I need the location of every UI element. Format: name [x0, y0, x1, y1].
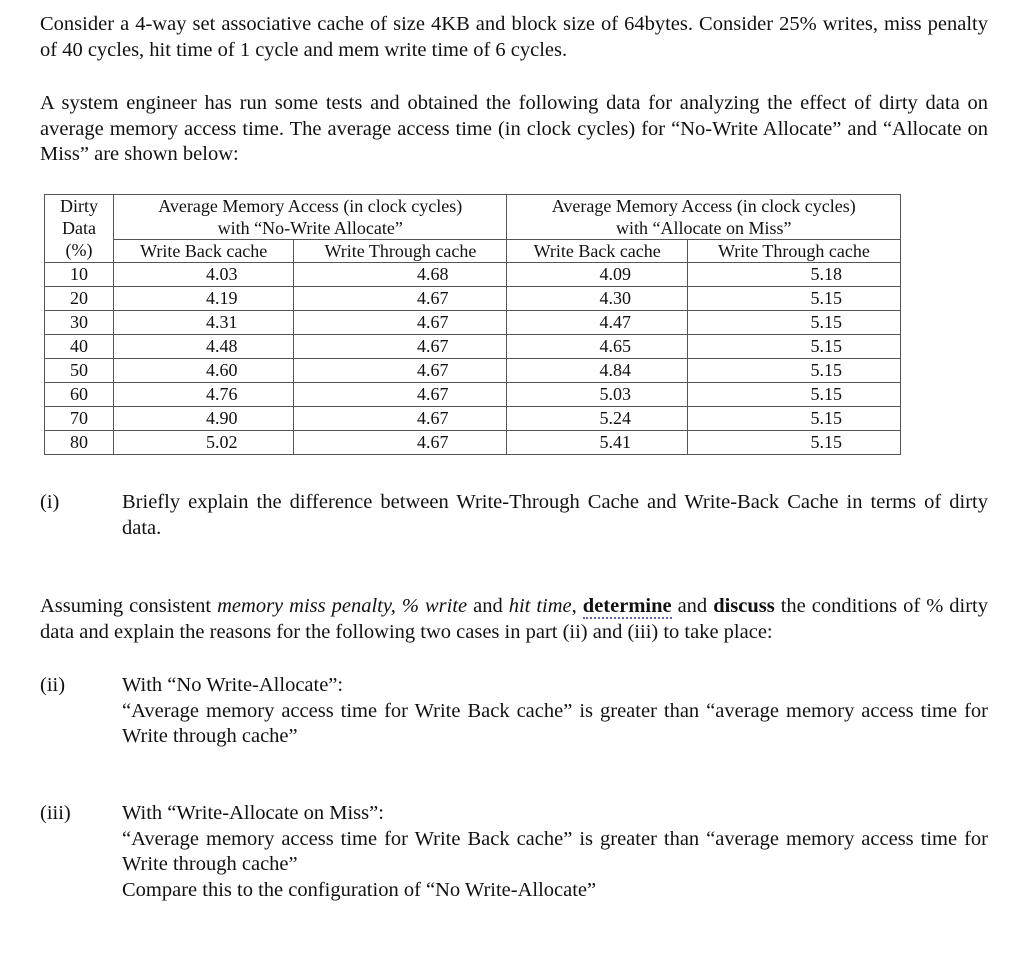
aom-wb-cell: 5.41 [507, 431, 687, 455]
wt-header-2: Write Through cache [687, 240, 900, 263]
group1-line1: Average Memory Access (in clock cycles) [158, 196, 463, 216]
nwa-wb-cell: 4.31 [114, 311, 294, 335]
question-i-text: Briefly explain the difference between Write-Through Cache and Write-Back Cache in terms of dirty data. [122, 491, 988, 539]
aom-wt-cell: 5.15 [687, 383, 900, 407]
nwa-wt-cell: 4.67 [294, 287, 507, 311]
table-row [45, 359, 901, 383]
nwa-wb-cell: 4.19 [114, 287, 294, 311]
aom-wb-cell: 5.03 [507, 383, 687, 407]
nwa-wb-cell: 4.76 [114, 383, 294, 407]
assume-c: and [467, 595, 509, 617]
dirty-header-line2: Data [62, 218, 96, 238]
aom-wt-cell: 5.18 [687, 263, 900, 287]
question-ii-line2: “Average memory access time for Write Back cache” is greater than “average memory access time for Write through cache” [122, 699, 988, 747]
group2-line1: Average Memory Access (in clock cycles) [551, 196, 856, 216]
table-body [45, 263, 901, 455]
dirty-pct-cell: 80 [45, 431, 114, 455]
dirty-pct-cell: 60 [45, 383, 114, 407]
aom-wb-cell: 4.65 [507, 335, 687, 359]
aom-wb-cell: 4.84 [507, 359, 687, 383]
wb-header-1: Write Back cache [114, 240, 294, 263]
question-i-number: (i) [40, 491, 60, 513]
aom-wt-cell: 5.15 [687, 359, 900, 383]
aom-wb-cell: 4.47 [507, 311, 687, 335]
question-ii-number: (ii) [40, 674, 66, 696]
aom-wb-cell: 4.09 [507, 263, 687, 287]
group1-line2: with “No-Write Allocate” [217, 218, 403, 238]
dirty-pct-cell: 30 [45, 311, 114, 335]
assume-i: the conditions of % dirty data and explain the reasons for the following two cases in part (ii) and (iii) to take place: [40, 595, 989, 643]
question-ii-line1: With “No Write-Allocate”: [122, 674, 344, 696]
table-row [45, 311, 901, 335]
nwa-wt-cell: 4.67 [294, 383, 507, 407]
nwa-wb-cell: 4.90 [114, 407, 294, 431]
question-iii-text [122, 801, 988, 903]
aom-wt-cell: 5.15 [687, 431, 900, 455]
aom-wt-cell: 5.15 [687, 335, 900, 359]
dirty-pct-cell: 20 [45, 287, 114, 311]
no-write-allocate-group-header [114, 195, 507, 240]
aom-wb-cell: 4.30 [507, 287, 687, 311]
aom-wb-cell: 5.24 [507, 407, 687, 431]
table-row [45, 335, 901, 359]
intro-paragraph: Consider a 4-way set associative cache of size 4KB and block size of 64bytes. Consider 25% writes, miss penalty of 40 cycles, hit time of 1 cycle and mem write time of 6 cycles. [40, 13, 988, 61]
allocate-on-miss-group-header [507, 195, 901, 240]
context-paragraph: A system engineer has run some tests and obtained the following data for analyzing the effect of dirty data on average memory access time. The average access time (in clock cycles) for “No-Write Allocate” and “Allocate on Miss” are shown below: [40, 92, 988, 165]
table-row [45, 263, 901, 287]
wt-header-1: Write Through cache [294, 240, 507, 263]
nwa-wb-cell: 4.03 [114, 263, 294, 287]
nwa-wt-cell: 4.67 [294, 407, 507, 431]
dirty-pct-cell: 50 [45, 359, 114, 383]
nwa-wt-cell: 4.67 [294, 431, 507, 455]
nwa-wb-cell: 4.60 [114, 359, 294, 383]
dirty-pct-cell: 70 [45, 407, 114, 431]
nwa-wt-cell: 4.68 [294, 263, 507, 287]
dirty-pct-cell: 40 [45, 335, 114, 359]
aom-wt-cell: 5.15 [687, 311, 900, 335]
question-ii-text [122, 673, 988, 750]
question-iii-number: (iii) [40, 802, 71, 824]
group2-line2: with “Allocate on Miss” [616, 218, 792, 238]
nwa-wt-cell: 4.67 [294, 359, 507, 383]
dirty-header-line3: (%) [65, 240, 93, 260]
aom-wt-cell: 5.15 [687, 407, 900, 431]
wb-header-2: Write Back cache [507, 240, 687, 263]
assume-b: memory miss penalty, % write [217, 595, 468, 617]
table-row [45, 407, 901, 431]
dirty-header [45, 195, 114, 263]
assumption-paragraph [40, 594, 988, 645]
assume-discuss: discuss [713, 595, 775, 617]
nwa-wb-cell: 5.02 [114, 431, 294, 455]
question-iii-line2: “Average memory access time for Write Back cache” is greater than “average memory access time for Write through cache” [122, 827, 988, 875]
table-row [45, 431, 901, 455]
assume-determine: determine [582, 595, 672, 617]
question-iii-line3: Compare this to the configuration of “No Write-Allocate” [122, 878, 597, 901]
dirty-header-line1: Dirty [60, 196, 98, 216]
dirty-pct-cell: 10 [45, 263, 114, 287]
assume-d: hit time [508, 595, 572, 617]
assume-e: , [571, 595, 583, 617]
assume-g: and [671, 595, 714, 617]
access-time-table [44, 194, 901, 455]
nwa-wb-cell: 4.48 [114, 335, 294, 359]
aom-wt-cell: 5.15 [687, 287, 900, 311]
nwa-wt-cell: 4.67 [294, 335, 507, 359]
nwa-wt-cell: 4.67 [294, 311, 507, 335]
table-row [45, 383, 901, 407]
table-row [45, 287, 901, 311]
question-iii-line1: With “Write-Allocate on Miss”: [122, 802, 384, 824]
assume-a: Assuming consistent [40, 595, 218, 617]
